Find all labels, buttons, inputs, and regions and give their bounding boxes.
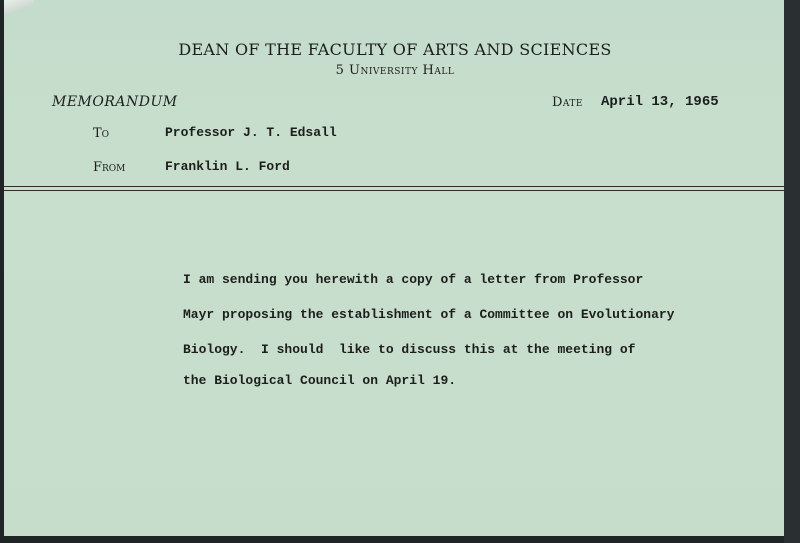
letterhead-title: DEAN OF THE FACULTY OF ARTS AND SCIENCES [178,40,612,59]
from-label: From [93,160,126,175]
body-line: Biology. I should like to discuss this at the meeting of [183,342,636,357]
date-label: Date [552,95,584,110]
header-rule-top [4,186,784,187]
page-edge [784,0,800,543]
to-value: Professor J. T. Edsall [165,125,337,140]
memorandum-label: MEMORANDUM [52,94,178,110]
memo-paper [4,0,784,536]
from-value: Franklin L. Ford [165,159,290,174]
letterhead-address: 5 University Hall [335,63,455,78]
date-value: April 13, 1965 [601,94,719,110]
header-rule-bottom [4,190,784,191]
body-line: Mayr proposing the establishment of a Committee on Evolutionary [183,307,675,322]
body-line: I am sending you herewith a copy of a letter from Professor [183,272,644,287]
to-label: To [93,126,110,141]
body-line: the Biological Council on April 19. [183,373,457,388]
corner-fold [4,0,34,14]
